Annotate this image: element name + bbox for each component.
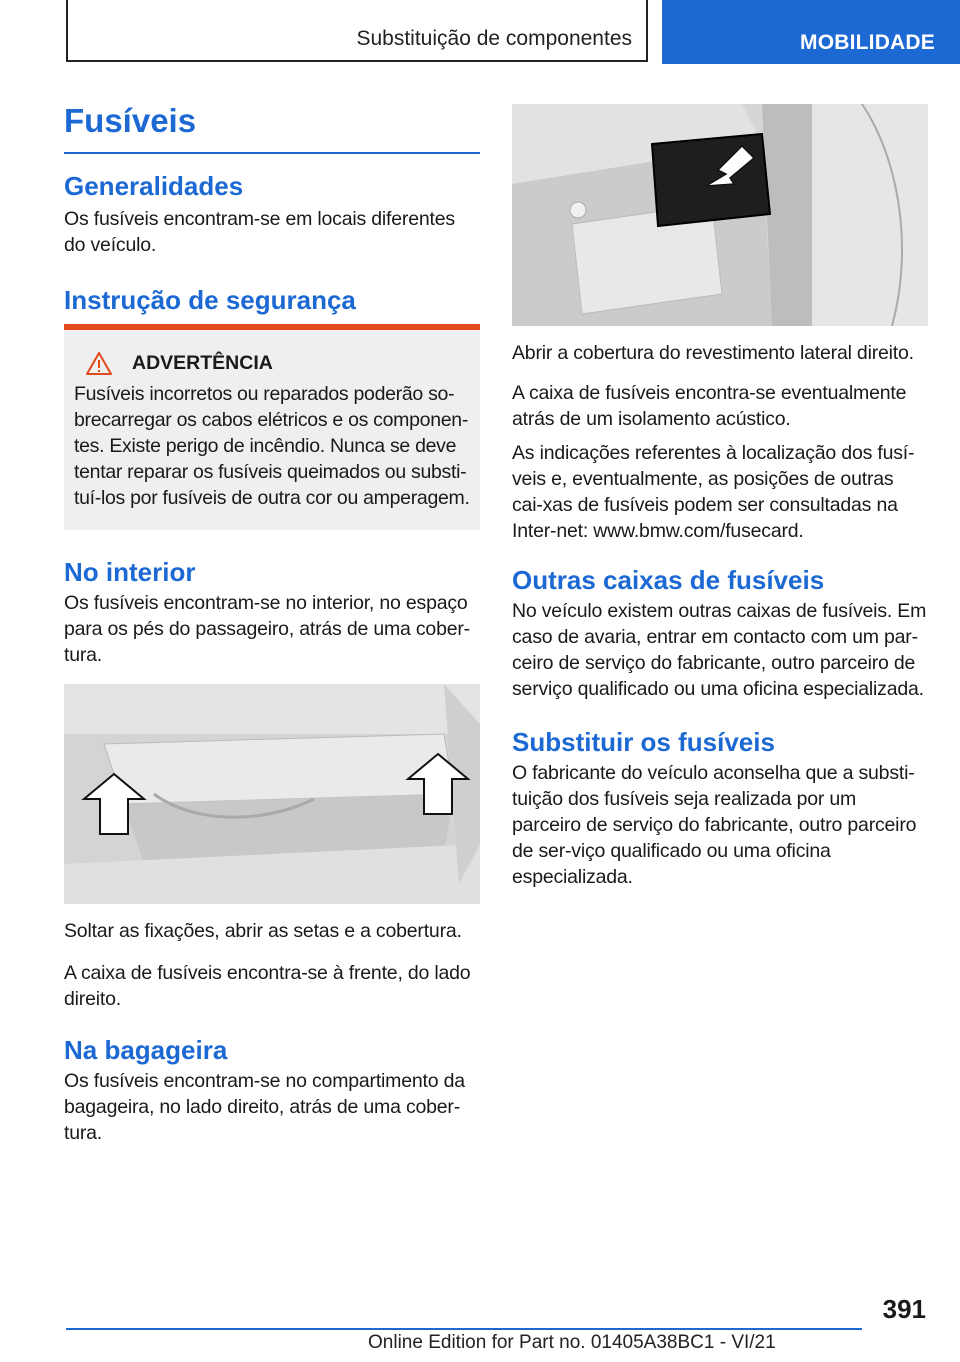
page-number: 391 <box>882 1294 926 1324</box>
other-boxes-section <box>512 564 928 702</box>
warning-box <box>64 324 480 530</box>
interior-instructions <box>64 918 480 1012</box>
chapter-tab-label: MOBILIDADE <box>800 31 935 54</box>
interior-note: A caixa de fusíveis encontra-se à frente, do lado direito. <box>64 962 471 1010</box>
warning-text: Fusíveis incorretos ou reparados poderão so-brecarregar os cabos elétricos e os componen-tes. Existe perigo de incêndio. Nunca se deve tentar reparar os fusíveis queimados ou substi-tuí-los por fusíveis de outra cor ou amperagem. <box>74 383 470 509</box>
trunk-note-insulation: A caixa de fusíveis encontra-se eventualmente atrás de um isolamento acústico. <box>512 382 907 430</box>
interior-caption: Soltar as fixações, abrir as setas e a cobertura. <box>64 920 462 942</box>
trunk-instructions <box>512 340 928 544</box>
trunk-section <box>64 1034 480 1146</box>
interior-section <box>64 556 480 668</box>
trunk-illustration <box>512 104 928 326</box>
safety-heading: Instrução de segurança <box>64 285 356 315</box>
chapter-tab <box>662 0 960 64</box>
general-text: Os fusíveis encontram-se em locais diferentes do veículo. <box>64 208 455 256</box>
trunk-note-fusecard: As indicações referentes à localização dos fusí-veis e, eventualmente, as posições de outras cai-xas de fusíveis podem ser consultadas na Inter-net: www.bmw.com/fusecard. <box>512 442 915 542</box>
replace-heading: Substituir os fusíveis <box>512 727 775 757</box>
section-title: Substituição de componentes <box>356 27 632 50</box>
footer-divider <box>66 1328 862 1330</box>
trunk-heading: Na bagageira <box>64 1035 228 1065</box>
page-title: Fusíveis <box>64 102 480 154</box>
warning-title: ADVERTÊNCIA <box>132 352 273 374</box>
trunk-caption: Abrir a cobertura do revestimento lateral direito. <box>512 342 914 364</box>
section-header <box>66 0 648 62</box>
interior-illustration <box>64 684 480 904</box>
replace-text: O fabricante do veículo aconselha que a substi-tuição dos fusíveis seja realizada por um parceiro de serviço do fabricante, outro parceiro de ser-viço qualificado ou uma oficina especializada. <box>512 762 917 888</box>
warning-triangle-icon <box>86 352 112 375</box>
trunk-fuse-image <box>512 104 928 326</box>
other-boxes-heading: Outras caixas de fusíveis <box>512 565 825 595</box>
general-section <box>64 170 480 258</box>
general-heading: Generalidades <box>64 171 244 201</box>
interior-heading: No interior <box>64 557 196 587</box>
edition-note: Online Edition for Part no. 01405A38BC1 - VI/21 <box>368 1332 776 1353</box>
safety-section <box>64 284 480 316</box>
other-boxes-text: No veículo existem outras caixas de fusíveis. Em caso de avaria, entrar em contacto com um par-ceiro de serviço do fabricante, outro parceiro de serviço qualificado ou uma oficina especializada. <box>512 600 927 700</box>
warning-header <box>74 352 470 375</box>
interior-fuse-image <box>64 684 480 904</box>
replace-section <box>512 726 928 890</box>
trunk-text: Os fusíveis encontram-se no compartimento da bagageira, no lado direito, atrás de uma cober-tura. <box>64 1070 465 1144</box>
interior-text: Os fusíveis encontram-se no interior, no espaço para os pés do passageiro, atrás de uma cober-tura. <box>64 592 470 666</box>
